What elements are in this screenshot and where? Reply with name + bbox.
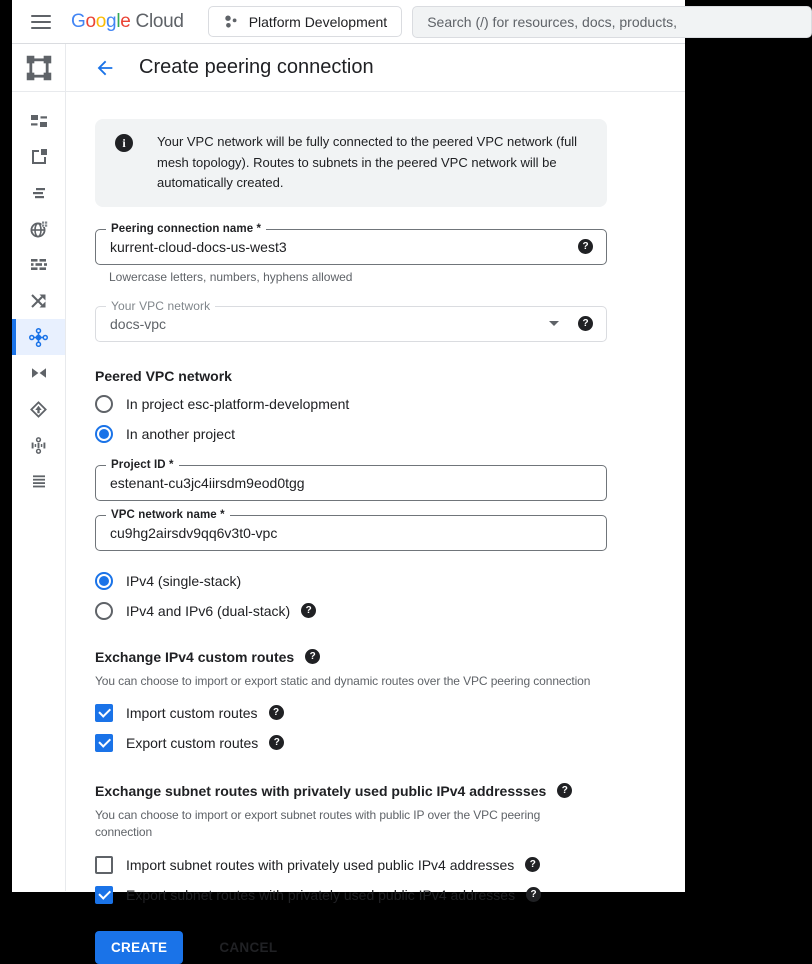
sidebar-item-shared-vpc[interactable]	[12, 355, 65, 391]
checkbox-export-subnet-routes[interactable]: Export subnet routes with privately used public IPv4 addresses ?	[95, 885, 607, 905]
radio-unselected-icon[interactable]	[95, 602, 113, 620]
peering-connection-name-field[interactable]	[95, 222, 607, 265]
radio-ipv4-ipv6-dual-stack[interactable]: IPv4 and IPv6 (dual-stack) ?	[95, 601, 607, 621]
cancel-button[interactable]: CANCEL	[213, 939, 283, 956]
help-icon[interactable]	[301, 603, 316, 618]
google-cloud-logo: G o o g l e Cloud	[71, 10, 184, 32]
sidebar-item-routes[interactable]	[12, 283, 65, 319]
create-button[interactable]: CREATE	[95, 931, 183, 964]
help-icon[interactable]	[269, 705, 284, 720]
routes-icon	[30, 292, 48, 310]
subnet-routes-heading: Exchange subnet routes with privately used public IPv4 addressses	[95, 782, 547, 799]
checkbox-checked-icon[interactable]	[95, 734, 113, 752]
info-icon	[115, 134, 133, 152]
subnet-routes-heading-row	[95, 783, 607, 799]
peering-form	[66, 92, 607, 964]
project-id-value: estenant-cu3jc4iirsdm9eod0tgg	[110, 474, 305, 491]
bring-your-own-ip-icon	[30, 184, 48, 202]
your-vpc-network-label: Your VPC network	[106, 299, 215, 313]
subnet-routes-description: You can choose to import or export subnet routes with public IP over the VPC peering connection	[95, 807, 541, 839]
project-name: Platform Development	[248, 13, 388, 30]
checkbox-import-subnet-routes[interactable]: Import subnet routes with privately used public IPv4 addresses ?	[95, 855, 607, 875]
topbar	[12, 0, 685, 44]
gcp-console-window	[12, 0, 685, 955]
peered-vpc-network-heading: Peered VPC network	[95, 367, 232, 384]
vpc-network-product-icon	[25, 54, 53, 82]
main-content	[66, 44, 685, 955]
checkbox-checked-icon[interactable]	[95, 886, 113, 904]
sidebar-item-vpc-networks[interactable]	[12, 103, 65, 139]
checkbox-unchecked-icon[interactable]	[95, 856, 113, 874]
back-arrow-icon	[94, 57, 116, 79]
radio-unselected-icon[interactable]	[95, 395, 113, 413]
project-id-label: Project ID *	[106, 458, 179, 472]
network-list-icon	[30, 472, 48, 490]
hamburger-icon	[31, 15, 51, 17]
info-banner	[95, 119, 607, 207]
sidebar-item-bring-your-own-ip[interactable]	[12, 175, 65, 211]
sidebar-item-packet-mirroring[interactable]	[12, 427, 65, 463]
vpc-networks-icon	[30, 112, 48, 130]
peering-connection-name-label: Peering connection name *	[106, 222, 266, 236]
packet-mirroring-icon	[29, 436, 48, 455]
vpc-network-name-field[interactable]	[95, 508, 607, 551]
info-banner-text: Your VPC network will be fully connected to the peered VPC network (full mesh topology). Routes to subnets in the peered VPC network will be automatically created.	[157, 134, 578, 190]
form-actions	[95, 931, 607, 964]
main-menu-button[interactable]	[25, 5, 57, 39]
help-icon[interactable]	[578, 239, 593, 254]
sidebar-item-vpc-network-peering[interactable]	[12, 319, 65, 355]
project-id-field[interactable]	[95, 458, 607, 501]
serverless-vpc-access-icon	[29, 400, 48, 419]
checkbox-import-custom-routes[interactable]: Import custom routes ?	[95, 703, 607, 723]
search-input[interactable]	[412, 6, 812, 38]
your-vpc-network-value: docs-vpc	[110, 315, 167, 332]
radio-selected-icon[interactable]	[95, 425, 113, 443]
peering-connection-name-value: kurrent-cloud-docs-us-west3	[110, 238, 287, 255]
ip-addresses-icon	[30, 148, 48, 166]
vpc-network-peering-icon	[29, 328, 48, 347]
internet-globe-icon	[29, 220, 48, 239]
help-icon[interactable]	[269, 735, 284, 750]
vpc-network-name-value: cu9hg2airsdv9qq6v3t0-vpc	[110, 524, 278, 541]
help-icon[interactable]	[526, 887, 541, 902]
sidebar	[12, 44, 66, 891]
radio-in-another-project[interactable]: In another project	[95, 424, 607, 444]
custom-routes-description: You can choose to import or export static and dynamic routes over the VPC peering connection	[95, 673, 591, 688]
sidebar-item-serverless-vpc-access[interactable]	[12, 391, 65, 427]
project-selector[interactable]	[208, 6, 403, 37]
page-title: Create peering connection	[139, 56, 374, 78]
sidebar-item-firewall[interactable]	[12, 247, 65, 283]
custom-routes-heading: Exchange IPv4 custom routes	[95, 648, 295, 665]
back-button[interactable]	[94, 57, 116, 79]
project-icon	[223, 14, 239, 30]
help-icon[interactable]	[305, 649, 320, 664]
shared-vpc-icon	[30, 364, 48, 382]
help-icon[interactable]	[557, 783, 572, 798]
checkbox-export-custom-routes[interactable]: Export custom routes ?	[95, 733, 607, 753]
chevron-down-icon	[549, 321, 559, 326]
firewall-icon	[30, 256, 48, 274]
help-icon[interactable]	[578, 316, 593, 331]
vpc-network-product[interactable]	[12, 44, 65, 92]
vpc-network-name-label: VPC network name *	[106, 508, 230, 522]
help-icon[interactable]	[525, 857, 540, 872]
sidebar-item-internet[interactable]	[12, 211, 65, 247]
search-placeholder: Search (/) for resources, docs, products,	[427, 13, 677, 30]
peering-name-helper-text: Lowercase letters, numbers, hyphens allowed	[109, 269, 353, 284]
sidebar-item-network-list[interactable]	[12, 463, 65, 499]
page-header	[66, 44, 685, 92]
radio-selected-icon[interactable]	[95, 572, 113, 590]
custom-routes-heading-row	[95, 649, 607, 665]
sidebar-items	[12, 92, 65, 499]
radio-in-project[interactable]: In project esc-platform-development	[95, 394, 607, 414]
sidebar-item-ip-addresses[interactable]	[12, 139, 65, 175]
your-vpc-network-select[interactable]	[95, 298, 607, 342]
checkbox-checked-icon[interactable]	[95, 704, 113, 722]
radio-ipv4-single-stack[interactable]: IPv4 (single-stack)	[95, 571, 607, 591]
